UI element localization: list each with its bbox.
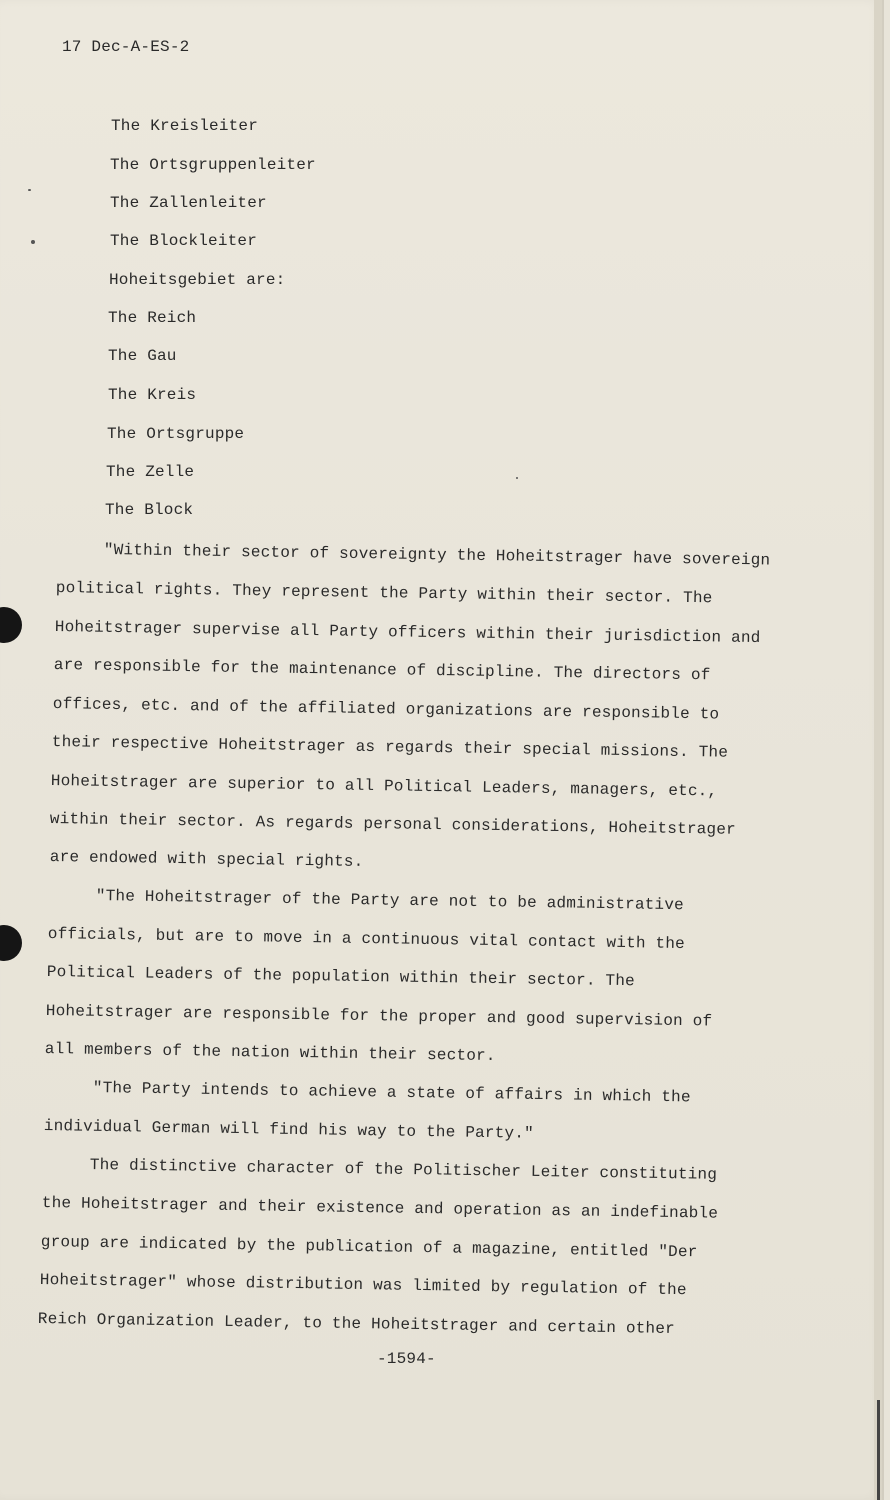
body-text-line: Reich Organization Leader, to the Hoheitstrager and certain other xyxy=(37,1310,676,1339)
body-text-line: Hoheitstrager" whose distribution was limited by regulation of the xyxy=(39,1271,687,1300)
territory-list-item: The Kreis xyxy=(108,386,197,404)
body-text-line: Hoheitstrager are responsible for the proper and good supervision of xyxy=(45,1002,713,1031)
hoheitsgebiet-heading: Hoheitsgebiet are: xyxy=(109,271,286,289)
territory-list-item: The Block xyxy=(105,501,194,519)
leader-list-item: The Blockleiter xyxy=(110,232,258,250)
territory-list-item: The Ortsgruppe xyxy=(107,425,245,443)
territory-list-item: The Reich xyxy=(108,309,197,327)
paper-speck xyxy=(516,477,518,479)
body-text-line: The distinctive character of the Politischer Leiter constituting xyxy=(89,1156,718,1184)
body-text-line: officials, but are to move in a continuous vital contact with the xyxy=(47,925,686,954)
body-text-line: the Hoheitstrager and their existence and operation as an indefinable xyxy=(41,1194,719,1223)
body-text-line: are endowed with special rights. xyxy=(49,848,364,871)
body-text-line: are responsible for the maintenance of discipline. The directors of xyxy=(53,656,711,685)
leader-list-item: The Zallenleiter xyxy=(110,194,267,212)
body-text-line: "The Party intends to achieve a state of affairs in which the xyxy=(92,1079,691,1107)
body-text-line: offices, etc. and of the affiliated organizations are responsible to xyxy=(52,695,720,724)
body-text-line: individual German will find his way to the Party." xyxy=(43,1117,535,1143)
page-edge xyxy=(874,0,882,1500)
body-text-line: "The Hoheitstrager of the Party are not to be administrative xyxy=(95,887,685,915)
paper-speck xyxy=(28,189,31,191)
body-text-line: Hoheitstrager supervise all Party officers within their jurisdiction and xyxy=(54,618,761,648)
body-text-line: group are indicated by the publication of a magazine, entitled "Der xyxy=(40,1233,698,1262)
body-text-line: all members of the nation within their sector. xyxy=(44,1040,496,1066)
body-text-line: Political Leaders of the population within their sector. The xyxy=(46,963,636,991)
document-reference: 17 Dec-A-ES-2 xyxy=(62,38,190,56)
punch-hole xyxy=(0,607,22,643)
leader-list-item: The Ortsgruppenleiter xyxy=(110,156,316,174)
body-text-line: political rights. They represent the Party within their sector. The xyxy=(55,579,713,608)
punch-hole xyxy=(0,925,22,961)
body-text-line: within their sector. As regards personal considerations, Hoheitstrager xyxy=(49,810,737,839)
body-text-line: Hoheitstrager are superior to all Political Leaders, managers, etc., xyxy=(50,772,718,801)
territory-list-item: The Zelle xyxy=(106,463,195,481)
body-text-line: "Within their sector of sovereignty the Hoheitstrager have sovereign xyxy=(103,541,771,570)
leader-list-item: The Kreisleiter xyxy=(111,117,259,135)
paper-speck xyxy=(31,240,35,244)
page-number: -1594- xyxy=(377,1350,436,1368)
territory-list-item: The Gau xyxy=(108,347,177,365)
body-text-line: their respective Hoheitstrager as regards their special missions. The xyxy=(51,733,729,762)
